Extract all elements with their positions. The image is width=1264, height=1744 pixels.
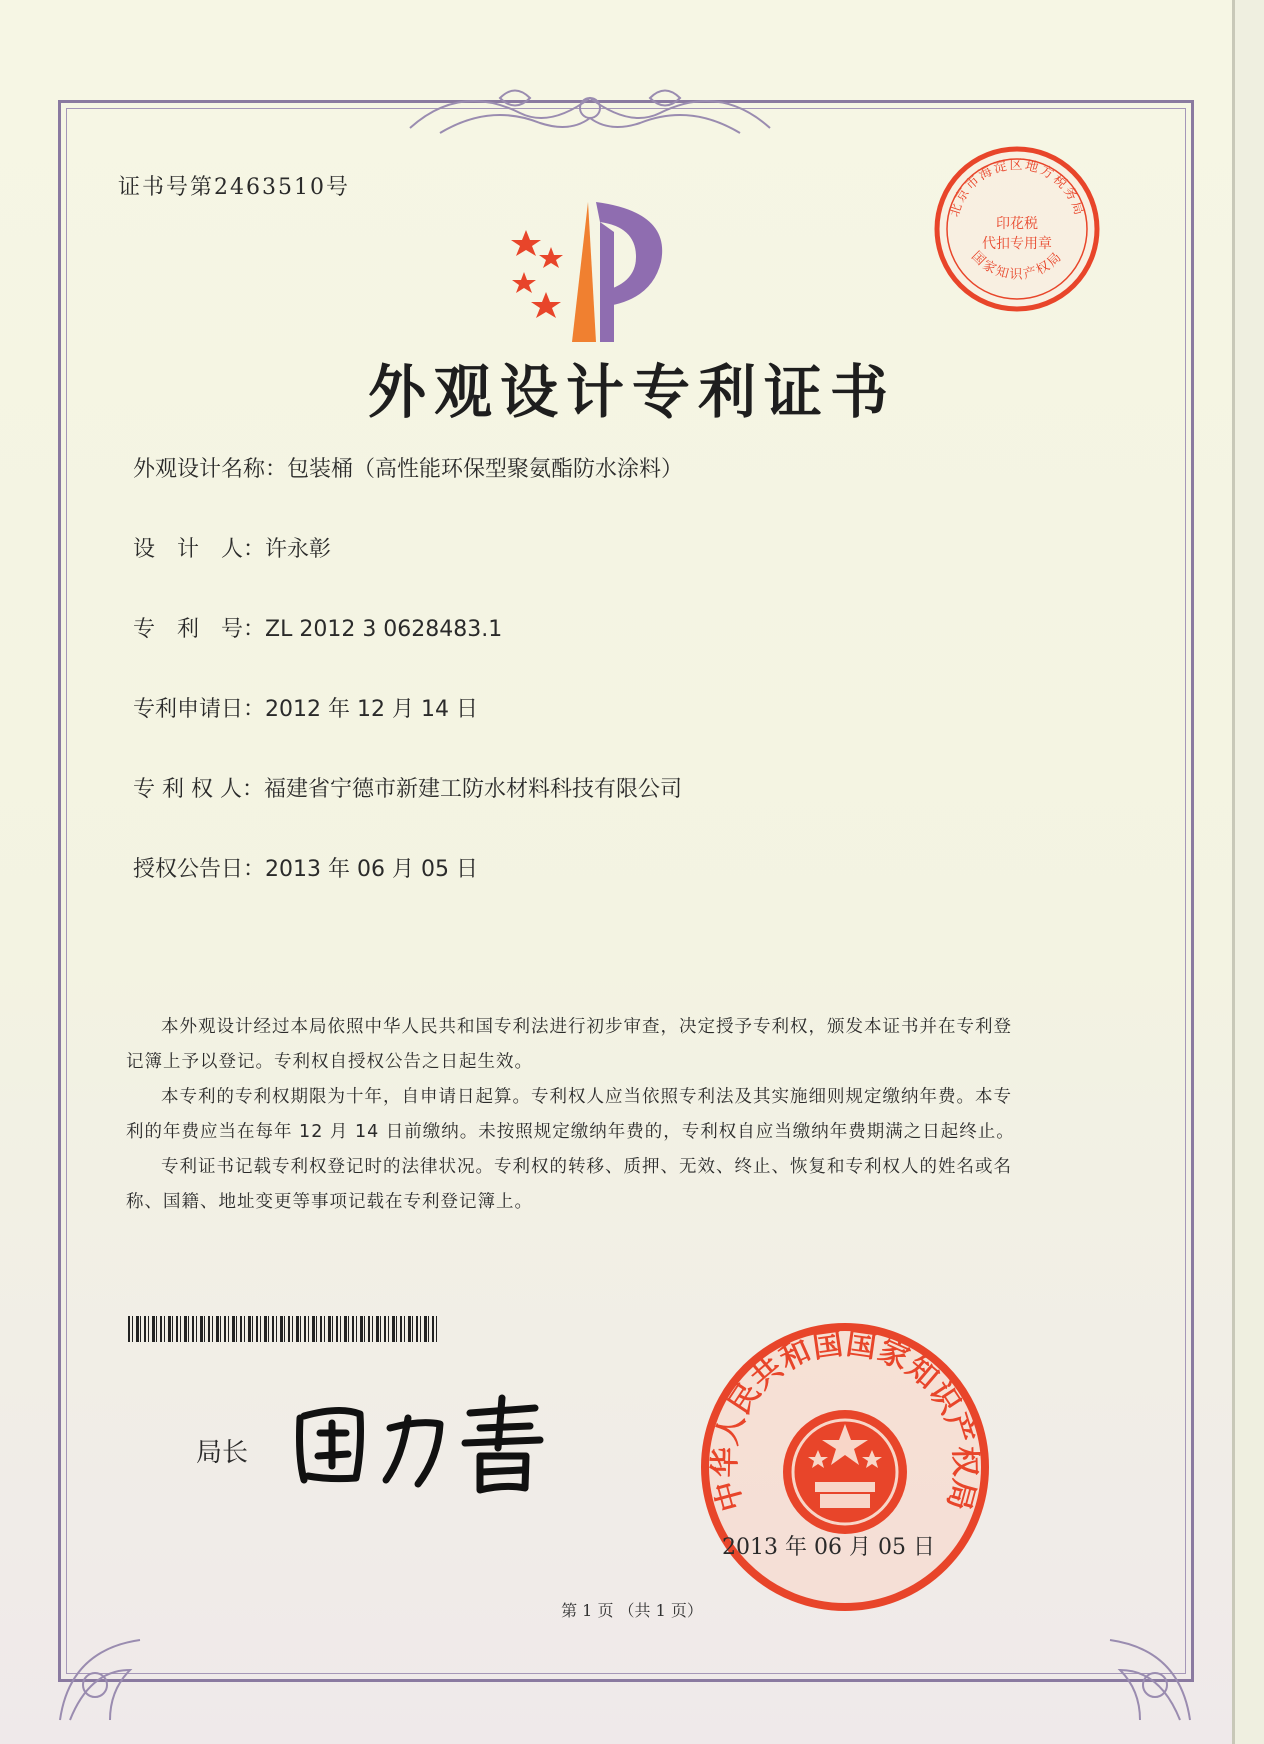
patent-office-logo-icon (496, 192, 686, 352)
tax-seal-center-2: 代扣专用章 (982, 236, 1052, 252)
field-label: 专 利 号： (133, 617, 266, 642)
field-value: ZL 2012 3 0628483.1 (265, 617, 503, 642)
director-signature (290, 1388, 550, 1498)
tax-seal-center-1: 印花税 (996, 216, 1038, 232)
field-label: 专利申请日： (133, 697, 266, 722)
certificate-body (126, 1010, 1026, 1220)
field-value: 福建省宁德市新建工防水材料科技有限公司 (263, 777, 682, 802)
body-paragraph: 本外观设计经过本局依照中华人民共和国专利法进行初步审查，决定授予专利权，颁发本证书并在专利登记簿上予以登记。专利权自授权公告之日起生效。 (126, 1017, 1012, 1072)
field-value: 包装桶（高性能环保型聚氨酯防水涂料） (287, 457, 684, 482)
field-value: 许永彰 (265, 537, 332, 562)
seal-date: 2013 年 06 月 05 日 (722, 1535, 935, 1560)
body-paragraph: 本专利的专利权期限为十年，自申请日起算。专利权人应当依照专利法及其实施细则规定缴纳年费。本专利的年费应当在每年 12 月 14 日前缴纳。未按照规定缴纳年费的，专利权自应当缴纳年费期满之日起终止。 (126, 1087, 1015, 1142)
field-application-date (133, 692, 478, 723)
field-label: 设 计 人： (133, 537, 266, 562)
body-paragraph: 专利证书记载专利权登记时的法律状况。专利权的转移、质押、无效、终止、恢复和专利权人的姓名或名称、国籍、地址变更等事项记载在专利登记簿上。 (126, 1157, 1012, 1212)
certificate-number: 证书号第2463510号 (118, 175, 350, 200)
field-design-name (133, 452, 683, 483)
field-label: 授权公告日： (133, 857, 266, 882)
seal-ring-text: 中华人民共和国国家知识产权局 (707, 1326, 983, 1515)
field-grant-date (133, 852, 478, 883)
bottom-left-ornament-icon (50, 1610, 170, 1730)
field-label: 外观设计名称： (133, 457, 288, 482)
national-emblem-icon (783, 1410, 907, 1534)
page-number: 第 1 页 （共 1 页） (561, 1601, 703, 1620)
tax-seal-stamp (932, 144, 1102, 314)
field-designer (133, 532, 331, 563)
national-ip-office-seal-stamp (700, 1322, 990, 1612)
field-patent-number (133, 612, 502, 643)
bottom-right-ornament-icon (1080, 1610, 1200, 1730)
certificate-title: 外观设计专利证书 (367, 358, 896, 426)
field-value: 2012 年 12 月 14 日 (265, 697, 478, 722)
field-value: 2013 年 06 月 05 日 (265, 857, 478, 882)
top-ornament-icon (400, 78, 780, 148)
field-patentee (133, 772, 682, 803)
tax-seal-ring-text: 北京市海淀区地方税务局 (947, 158, 1087, 219)
field-label: 专 利 权 人： (133, 777, 264, 802)
director-title: 局长 (196, 1438, 249, 1468)
barcode (128, 1316, 438, 1342)
tax-seal-bottom-text: 国家知识产权局 (968, 248, 1066, 283)
